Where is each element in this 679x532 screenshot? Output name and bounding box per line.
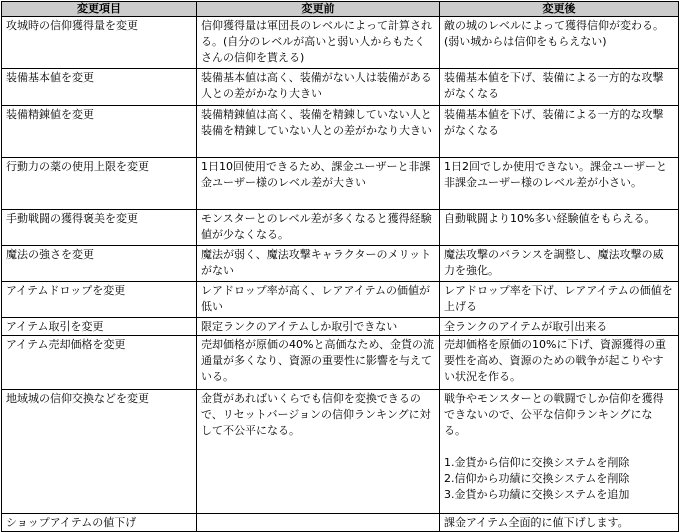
cell-item: 行動力の薬の使用上限を変更 <box>2 158 197 210</box>
table-row <box>2 336 679 390</box>
cell-before: 装備精錬値は高く、装備を精錬していない人と装備を精錬していない人との差がかなり大きい <box>197 106 440 158</box>
header-after: 変更後 <box>440 2 679 17</box>
header-item: 変更項目 <box>2 2 197 17</box>
cell-item: ショップアイテムの値下げ <box>2 514 197 532</box>
cell-item: アイテム取引を変更 <box>2 318 197 336</box>
table-row <box>2 17 679 69</box>
cell-before: 金貨があればいくらでも信仰を変換できるので、リセットバージョンの信仰ランキングに対して不公平になる。 <box>197 390 440 514</box>
cell-after-text: 戦争やモンスターとの戦闘でしか信仰を獲得できないので、公平な信仰ランキングになる。 <box>444 392 664 437</box>
list-item: 3.金貨から功績に交換システムを追加 <box>444 488 630 501</box>
table-row <box>2 158 679 210</box>
cell-before: 限定ランクのアイテムしか取引できない <box>197 318 440 336</box>
cell-item: アイテム売却価格を変更 <box>2 336 197 390</box>
cell-after: 装備基本値を下げ、装備による一方的な攻撃がなくなる <box>440 69 679 106</box>
cell-after: 課金アイテム全面的に値下げします。 <box>440 514 679 532</box>
cell-after: 全ランクのアイテムが取引出来る <box>440 318 679 336</box>
cell-after-with-list <box>440 390 679 514</box>
cell-after: 1日2回でしか使用できない。課金ユーザーと非課金ユーザー様のレベル差が小さい。 <box>440 158 679 210</box>
cell-after: レアドロップ率を下げ、レアアイテムの価値を上げる <box>440 282 679 318</box>
cell-before: 売却価格が原価の40%と高価なため、金貨の流通量が多くなり、資源の重要性に影響を与えている。 <box>197 336 440 390</box>
cell-before: レアドロップ率が高く、レアアイテムの価値が低い <box>197 282 440 318</box>
table-row <box>2 390 679 514</box>
cell-after: 売却価格を原価の10%に下げ、資源獲得の重要性を高め、資源のための戦争が起こりやすい状況を作る。 <box>440 336 679 390</box>
cell-after: 自動戦闘より10%多い経験値をもらえる。 <box>440 210 679 246</box>
change-table <box>1 1 679 532</box>
cell-item: 攻城時の信仰獲得量を変更 <box>2 17 197 69</box>
list-item: 2.信仰から功績に交換システムを削除 <box>444 472 630 485</box>
cell-before: 1日10回使用できるため、課金ユーザーと非課金ユーザー様のレベル差が大きい <box>197 158 440 210</box>
cell-after: 装備基本値を下げ、装備による一方的な攻撃がなくなる <box>440 106 679 158</box>
table-row <box>2 246 679 282</box>
table-row <box>2 318 679 336</box>
header-row <box>2 2 679 17</box>
cell-item: 手動戦闘の獲得褒美を変更 <box>2 210 197 246</box>
cell-before: 信仰獲得量は軍団長のレベルによって計算される。(自分のレベルが高いと弱い人からもたくさんの信仰を貰える) <box>197 17 440 69</box>
cell-before: 魔法が弱く、魔法攻撃キャラクターのメリットがない <box>197 246 440 282</box>
cell-after: 敵の城のレベルによって獲得信仰が変わる。(弱い城からは信仰をもらえない) <box>440 17 679 69</box>
table-row <box>2 106 679 158</box>
cell-item: アイテムドロップを変更 <box>2 282 197 318</box>
list-item: 1.金貨から信仰に交換システムを削除 <box>444 456 630 469</box>
cell-after: 魔法攻撃のバランスを調整し、魔法攻撃の威力を強化。 <box>440 246 679 282</box>
cell-before: 装備基本値は高く、装備がない人は装備がある人との差がかなり大きい <box>197 69 440 106</box>
cell-item: 装備基本値を変更 <box>2 69 197 106</box>
list-spacer <box>444 439 674 455</box>
table-row <box>2 69 679 106</box>
table-row <box>2 210 679 246</box>
header-before: 変更前 <box>197 2 440 17</box>
cell-before: モンスターとのレベル差が多くなると獲得経験値が少なくなる。 <box>197 210 440 246</box>
table-row <box>2 282 679 318</box>
cell-item: 装備精錬値を変更 <box>2 106 197 158</box>
cell-item: 魔法の強さを変更 <box>2 246 197 282</box>
cell-item: 地域城の信仰交換などを変更 <box>2 390 197 514</box>
